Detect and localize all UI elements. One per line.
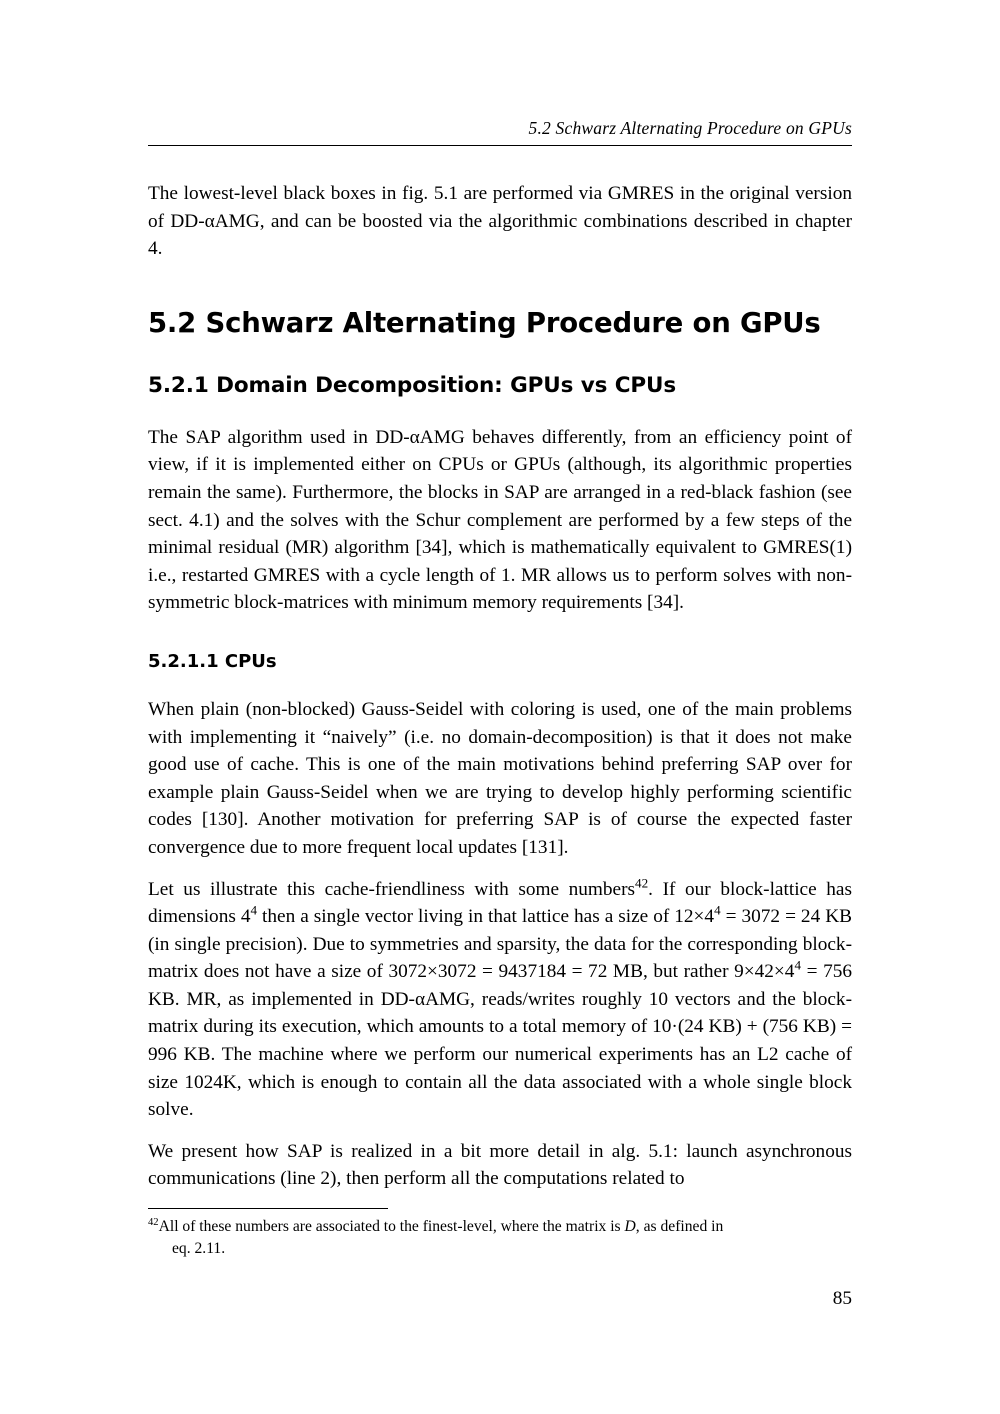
footnote-part1: All of these numbers are associated to the finest-level, where the matrix is [158,1218,625,1235]
page-content [148,118,852,1207]
page-number: 85 [832,1288,852,1309]
numbers-part2: . If our block-lattice has dimensions 4 [148,878,852,928]
footnote-rule [148,1208,388,1209]
subsubsection-heading: 5.2.1.1 CPUs [148,650,277,672]
footnote-area [148,1208,852,1259]
numbers-exp2: 4 [714,902,721,918]
footnote-marker: 42 [148,1216,159,1228]
numbers-part4: = 3072 = 24 KB (in single precision). Due to symmetries and sparsity, the data for the corresponding block-matrix does not have a size of 3072×3072 = 9437184 = 72 MB, but rather 9×42×4 [148,906,852,983]
numbers-part3: then a single vector living in that lattice has a size of 12×4 [257,906,715,928]
intro-paragraph: The lowest-level black boxes in fig. 5.1 are performed via GMRES in the original version of DD-αAMG, and can be boosted via the algorithmic combinations described in chapter 4. [148,183,852,260]
footnote-marker-ref: 42 [635,875,649,891]
section-heading: 5.2 Schwarz Alternating Procedure on GPUs [148,306,821,339]
running-head: 5.2 Schwarz Alternating Procedure on GPUs [148,118,852,146]
subsection-paragraph: The SAP algorithm used in DD-αAMG behaves differently, from an efficiency point of view, if it is implemented either on CPUs or GPUs (although, its algorithmic properties remain the same). Furthermore, the blocks in SAP are arranged in a red-black fashion (see sect. 4.1) and the solves with the Schur complement are performed by a few steps of the minimal residual (MR) algorithm [34], which is mathematically equivalent to GMRES(1) i.e., restarted GMRES with a cycle length of 1. MR allows us to perform solves with non-symmetric block-matrices with minimum memory requirements [34]. [148,426,852,614]
footnote-line2: eq. 2.11. [172,1239,226,1257]
numbers-paragraph [148,876,852,1124]
footnote-text [148,1216,852,1259]
numbers-exp3: 4 [794,957,802,973]
footnote-part2: , as defined in [635,1218,724,1235]
subsection-heading: 5.2.1 Domain Decomposition: GPUs vs CPUs [148,372,677,398]
footnote-symbol: D [624,1218,636,1235]
numbers-part5: = 756 KB. MR, as implemented in DD-αAMG, reads/writes roughly 10 vectors and the block-matrix during its execution, which amounts to a total memory of 10·(24 KB) + (756 KB) = 996 KB. The machine where we perform our numerical experiments has an L2 cache of size 1024K, which is enough to contain all the data associated with a whole single block solve. [148,961,852,1121]
numbers-exp1: 4 [250,902,258,918]
body-paragraph-2: We present how SAP is realized in a bit more detail in alg. 5.1: launch asynchronous communications (line 2), then perform all the computations related to [148,1140,852,1190]
numbers-part1: Let us illustrate this cache-friendliness with some numbers [148,878,636,900]
body-paragraph-1: When plain (non-blocked) Gauss-Seidel with coloring is used, one of the main problems with implementing it “naively” (i.e. no domain-decomposition) is that it does not make good use of cache. This is one of the main motivations behind preferring SAP over for example plain Gauss-Seidel when we are trying to develop highly performing scientific codes [130]. Another motivation for preferring SAP is of course the expected faster convergence due to more frequent local updates [131]. [148,698,852,858]
